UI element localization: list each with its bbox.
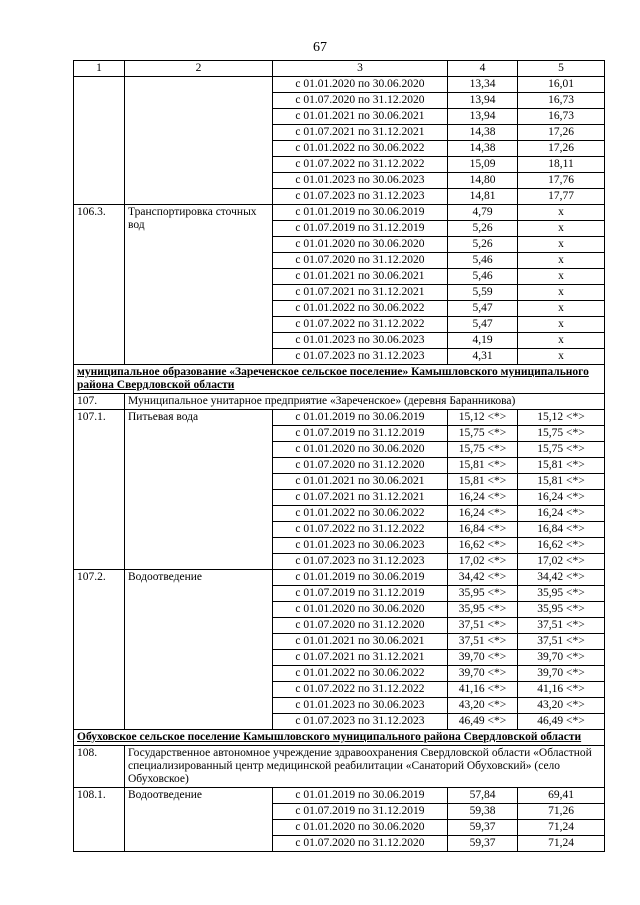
header-cell: 1 (74, 61, 125, 77)
tariff-value-col4: 35,95 <*> (448, 602, 518, 618)
period-cell: с 01.07.2021 по 31.12.2021 (273, 285, 448, 301)
tariff-value-col4: 13,34 (448, 77, 518, 93)
tariff-value-col4: 15,12 <*> (448, 410, 518, 426)
tariff-value-col5: 46,49 <*> (518, 714, 605, 730)
period-cell: с 01.07.2020 по 31.12.2020 (273, 93, 448, 109)
tariff-value-col4: 5,46 (448, 253, 518, 269)
table-body (74, 77, 605, 852)
tariff-value-col4: 13,94 (448, 109, 518, 125)
organization-name: Государственное автономное учреждение здравоохранения Свердловской области «Областной специализированный центр медицинской реабилитации «Санаторий Обуховский» (село Обуховское) (125, 746, 605, 788)
table-row (74, 77, 605, 93)
tariff-value-col5: 17,77 (518, 189, 605, 205)
section-row (74, 730, 605, 746)
header-cell: 5 (518, 61, 605, 77)
period-cell: с 01.01.2022 по 30.06.2022 (273, 506, 448, 522)
period-cell: с 01.01.2023 по 30.06.2023 (273, 333, 448, 349)
tariff-value-col5: х (518, 301, 605, 317)
row-number: 107.1. (74, 410, 125, 570)
period-cell: с 01.07.2019 по 31.12.2019 (273, 221, 448, 237)
tariff-value-col4: 57,84 (448, 788, 518, 804)
period-cell: с 01.07.2020 по 31.12.2020 (273, 253, 448, 269)
period-cell: с 01.07.2023 по 31.12.2023 (273, 349, 448, 365)
tariff-value-col5: 39,70 <*> (518, 650, 605, 666)
tariff-value-col4: 5,59 (448, 285, 518, 301)
tariff-value-col5: х (518, 205, 605, 221)
tariff-value-col4: 39,70 <*> (448, 666, 518, 682)
table-row (74, 570, 605, 586)
tariff-value-col4: 5,47 (448, 301, 518, 317)
tariff-value-col5: 71,26 (518, 804, 605, 820)
period-cell: с 01.07.2023 по 31.12.2023 (273, 554, 448, 570)
tariff-value-col5: 41,16 <*> (518, 682, 605, 698)
period-cell: с 01.01.2022 по 30.06.2022 (273, 141, 448, 157)
row-number: 107. (74, 394, 125, 410)
tariff-value-col4: 5,46 (448, 269, 518, 285)
tariff-value-col5: 16,73 (518, 109, 605, 125)
tariff-value-col5: 71,24 (518, 820, 605, 836)
tariff-value-col4: 14,80 (448, 173, 518, 189)
tariff-value-col5: 15,75 <*> (518, 442, 605, 458)
tariff-value-col5: х (518, 333, 605, 349)
period-cell: с 01.01.2023 по 30.06.2023 (273, 538, 448, 554)
tariff-value-col4: 4,31 (448, 349, 518, 365)
period-cell: с 01.07.2020 по 31.12.2020 (273, 836, 448, 852)
tariff-value-col4: 16,84 <*> (448, 522, 518, 538)
tariff-value-col5: х (518, 269, 605, 285)
tariff-value-col5: 15,12 <*> (518, 410, 605, 426)
tariff-value-col5: 35,95 <*> (518, 602, 605, 618)
tariff-value-col4: 15,75 <*> (448, 426, 518, 442)
period-cell: с 01.07.2019 по 31.12.2019 (273, 586, 448, 602)
period-cell: с 01.01.2023 по 30.06.2023 (273, 173, 448, 189)
page-number: 67 (313, 40, 327, 55)
period-cell: с 01.07.2019 по 31.12.2019 (273, 426, 448, 442)
tariff-value-col5: х (518, 317, 605, 333)
period-cell: с 01.07.2023 по 31.12.2023 (273, 189, 448, 205)
organization-row (74, 746, 605, 788)
tariff-value-col4: 15,81 <*> (448, 474, 518, 490)
period-cell: с 01.01.2023 по 30.06.2023 (273, 698, 448, 714)
period-cell: с 01.01.2022 по 30.06.2022 (273, 301, 448, 317)
period-cell: с 01.01.2021 по 30.06.2021 (273, 474, 448, 490)
period-cell: с 01.07.2022 по 31.12.2022 (273, 522, 448, 538)
organization-name: Муниципальное унитарное предприятие «Зареченское» (деревня Баранникова) (125, 394, 605, 410)
period-cell: с 01.01.2020 по 30.06.2020 (273, 237, 448, 253)
period-cell: с 01.07.2019 по 31.12.2019 (273, 804, 448, 820)
table-row (74, 410, 605, 426)
period-cell: с 01.01.2019 по 30.06.2019 (273, 205, 448, 221)
tariff-value-col5: 71,24 (518, 836, 605, 852)
tariff-value-col5: 34,42 <*> (518, 570, 605, 586)
tariff-value-col4: 5,26 (448, 237, 518, 253)
period-cell: с 01.07.2022 по 31.12.2022 (273, 682, 448, 698)
period-cell: с 01.01.2021 по 30.06.2021 (273, 269, 448, 285)
tariff-table (73, 60, 605, 852)
organization-row (74, 394, 605, 410)
table-row (74, 205, 605, 221)
tariff-value-col5: 17,26 (518, 141, 605, 157)
tariff-value-col5: х (518, 349, 605, 365)
section-heading: муниципальное образование «Зареченское сельское поселение» Камышловского муниципального района Свердловской области (74, 365, 605, 394)
tariff-value-col5: 16,01 (518, 77, 605, 93)
period-cell: с 01.01.2020 по 30.06.2020 (273, 442, 448, 458)
tariff-value-col4: 13,94 (448, 93, 518, 109)
service-name: Питьевая вода (125, 410, 273, 570)
row-number: 108. (74, 746, 125, 788)
period-cell: с 01.07.2020 по 31.12.2020 (273, 458, 448, 474)
tariff-value-col4: 5,47 (448, 317, 518, 333)
service-name (125, 77, 273, 205)
tariff-value-col4: 59,38 (448, 804, 518, 820)
section-heading: Обуховское сельское поселение Камышловского муниципального района Свердловской области (74, 730, 605, 746)
row-number: 108.1. (74, 788, 125, 852)
period-cell: с 01.01.2021 по 30.06.2021 (273, 109, 448, 125)
period-cell: с 01.01.2020 по 30.06.2020 (273, 77, 448, 93)
tariff-value-col5: 15,81 <*> (518, 474, 605, 490)
period-cell: с 01.01.2020 по 30.06.2020 (273, 602, 448, 618)
tariff-value-col5: 39,70 <*> (518, 666, 605, 682)
tariff-value-col5: х (518, 237, 605, 253)
tariff-value-col5: 37,51 <*> (518, 634, 605, 650)
header-cell: 4 (448, 61, 518, 77)
tariff-value-col5: 16,84 <*> (518, 522, 605, 538)
period-cell: с 01.01.2019 по 30.06.2019 (273, 410, 448, 426)
tariff-value-col5: 15,75 <*> (518, 426, 605, 442)
tariff-value-col4: 59,37 (448, 820, 518, 836)
tariff-value-col5: х (518, 285, 605, 301)
section-row (74, 365, 605, 394)
period-cell: с 01.07.2022 по 31.12.2022 (273, 157, 448, 173)
tariff-value-col4: 16,24 <*> (448, 490, 518, 506)
tariff-value-col4: 46,49 <*> (448, 714, 518, 730)
period-cell: с 01.07.2022 по 31.12.2022 (273, 317, 448, 333)
tariff-value-col5: 43,20 <*> (518, 698, 605, 714)
row-number (74, 77, 125, 205)
tariff-value-col5: 16,62 <*> (518, 538, 605, 554)
service-name: Водоотведение (125, 570, 273, 730)
table-row (74, 788, 605, 804)
period-cell: с 01.07.2021 по 31.12.2021 (273, 125, 448, 141)
tariff-value-col4: 16,24 <*> (448, 506, 518, 522)
tariff-value-col4: 14,81 (448, 189, 518, 205)
tariff-value-col5: х (518, 253, 605, 269)
tariff-value-col5: 16,73 (518, 93, 605, 109)
header-cell: 2 (125, 61, 273, 77)
header-cell: 3 (273, 61, 448, 77)
tariff-value-col5: 69,41 (518, 788, 605, 804)
tariff-value-col4: 16,62 <*> (448, 538, 518, 554)
tariff-value-col5: х (518, 221, 605, 237)
tariff-value-col4: 35,95 <*> (448, 586, 518, 602)
tariff-value-col4: 39,70 <*> (448, 650, 518, 666)
tariff-value-col4: 34,42 <*> (448, 570, 518, 586)
tariff-value-col4: 37,51 <*> (448, 618, 518, 634)
tariff-value-col5: 16,24 <*> (518, 506, 605, 522)
tariff-value-col4: 43,20 <*> (448, 698, 518, 714)
tariff-value-col4: 15,09 (448, 157, 518, 173)
tariff-value-col5: 17,02 <*> (518, 554, 605, 570)
period-cell: с 01.07.2021 по 31.12.2021 (273, 650, 448, 666)
tariff-value-col4: 59,37 (448, 836, 518, 852)
service-name: Водоотведение (125, 788, 273, 852)
tariff-value-col4: 15,75 <*> (448, 442, 518, 458)
tariff-value-col5: 15,81 <*> (518, 458, 605, 474)
period-cell: с 01.07.2021 по 31.12.2021 (273, 490, 448, 506)
tariff-value-col4: 5,26 (448, 221, 518, 237)
tariff-value-col4: 37,51 <*> (448, 634, 518, 650)
tariff-value-col4: 14,38 (448, 141, 518, 157)
tariff-value-col4: 15,81 <*> (448, 458, 518, 474)
tariff-value-col5: 16,24 <*> (518, 490, 605, 506)
header-row (74, 61, 605, 77)
period-cell: с 01.01.2020 по 30.06.2020 (273, 820, 448, 836)
tariff-value-col5: 18,11 (518, 157, 605, 173)
row-number: 107.2. (74, 570, 125, 730)
period-cell: с 01.01.2019 по 30.06.2019 (273, 788, 448, 804)
tariff-value-col5: 37,51 <*> (518, 618, 605, 634)
row-number: 106.3. (74, 205, 125, 365)
period-cell: с 01.01.2022 по 30.06.2022 (273, 666, 448, 682)
tariff-value-col5: 35,95 <*> (518, 586, 605, 602)
tariff-value-col4: 41,16 <*> (448, 682, 518, 698)
period-cell: с 01.07.2023 по 31.12.2023 (273, 714, 448, 730)
period-cell: с 01.01.2021 по 30.06.2021 (273, 634, 448, 650)
tariff-value-col4: 14,38 (448, 125, 518, 141)
tariff-value-col4: 17,02 <*> (448, 554, 518, 570)
tariff-value-col4: 4,79 (448, 205, 518, 221)
tariff-value-col5: 17,26 (518, 125, 605, 141)
tariff-value-col4: 4,19 (448, 333, 518, 349)
period-cell: с 01.07.2020 по 31.12.2020 (273, 618, 448, 634)
tariff-value-col5: 17,76 (518, 173, 605, 189)
service-name: Транспортировка сточных вод (125, 205, 273, 365)
period-cell: с 01.01.2019 по 30.06.2019 (273, 570, 448, 586)
